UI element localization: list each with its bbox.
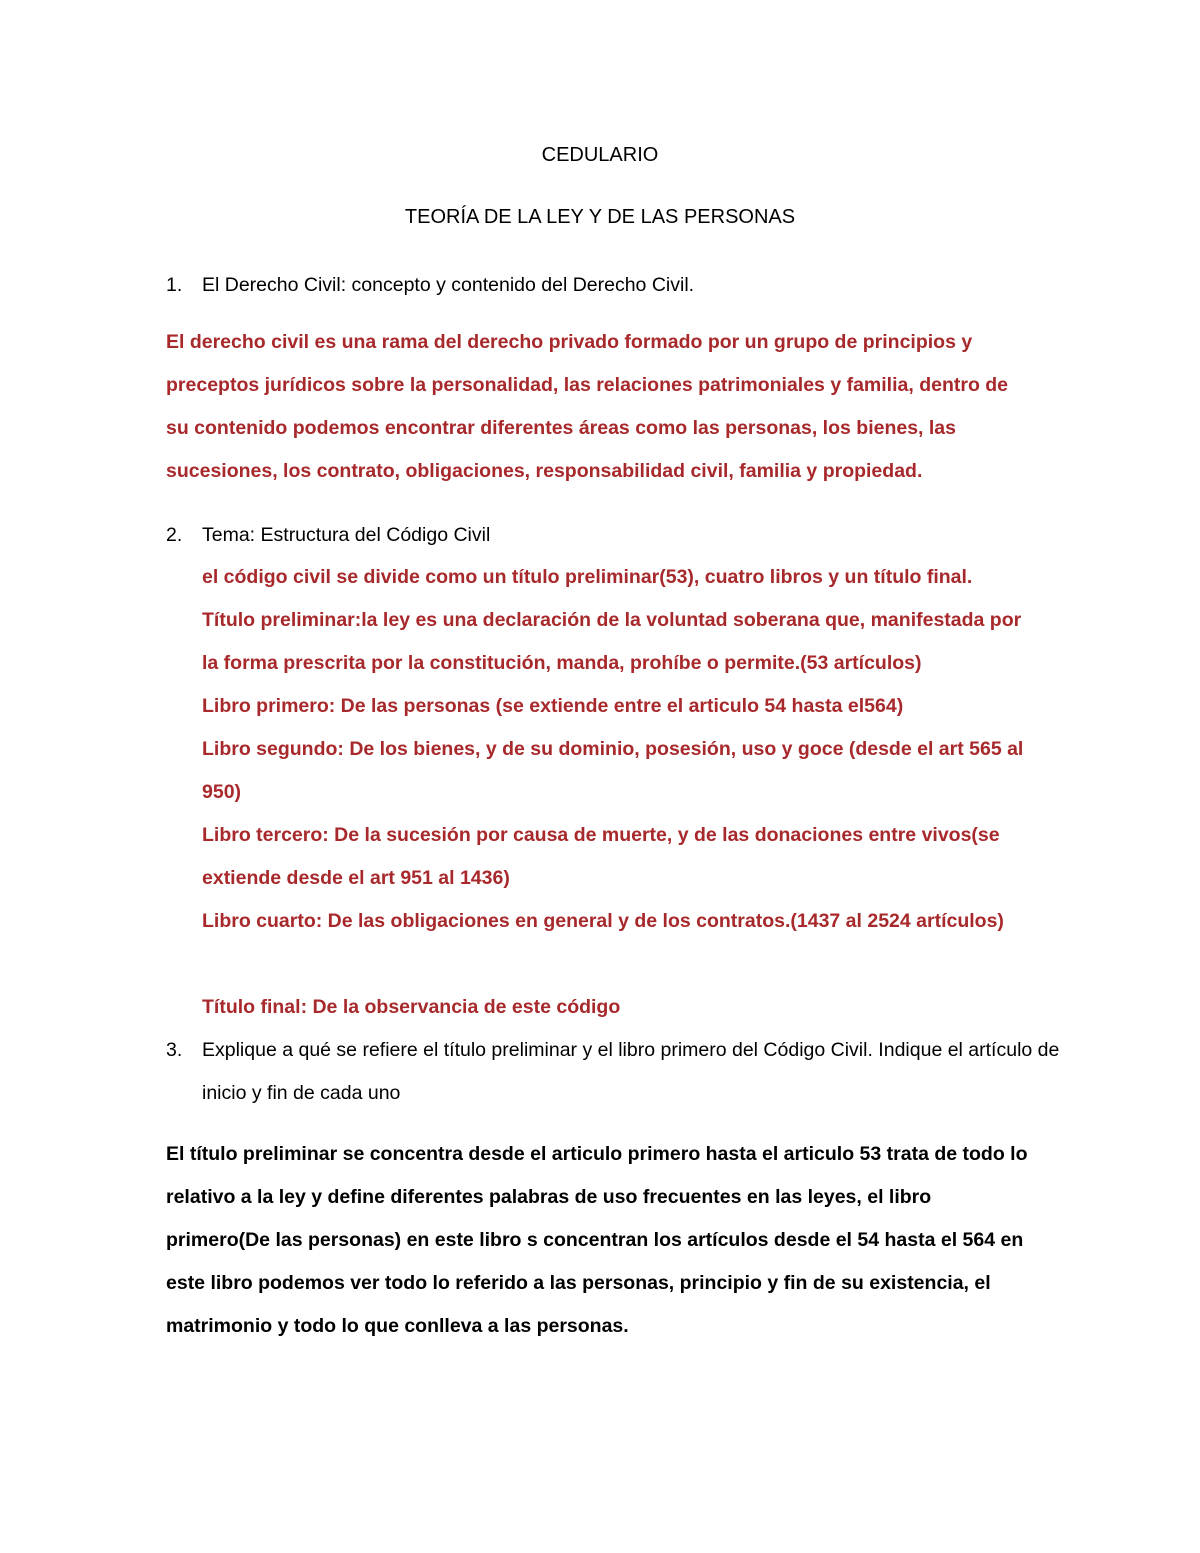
question-1-number: 1. [166, 274, 183, 296]
answer-3: El título preliminar se concentra desde el articulo primero hasta el articulo 53 trata de todo lo relativo a la ley y define diferentes palabras de uso frecuentes en las leyes, el libro primero(De las personas) en este libro s concentran los artículos desde el 54 hasta el 564 en este libro podemos ver todo lo referido a las personas, principio y fin de su existencia, el matrimonio y todo lo que conlleva a las personas. [166, 1143, 1028, 1337]
answer-2-line-titulo-final: Título final: De la observancia de este código [202, 996, 621, 1018]
answer-2-line-titulo-preliminar: Título preliminar:la ley es una declaración de la voluntad soberana que, manifestada por la forma prescrita por la constitución, manda, prohíbe o permite.(53 artículos) [202, 609, 1022, 674]
question-1-text: El Derecho Civil: concepto y contenido del Derecho Civil. [202, 274, 695, 296]
document-subtitle: TEORÍA DE LA LEY Y DE LAS PERSONAS [404, 206, 796, 228]
answer-2-line-libro-segundo: Libro segundo: De los bienes, y de su dominio, posesión, uso y goce (desde el art 565 al 950) [202, 738, 1024, 803]
answer-2-line-intro: el código civil se divide como un título preliminar(53), cuatro libros y un título final. [202, 566, 973, 588]
document-title: CEDULARIO [541, 144, 659, 166]
question-3-text: Explique a qué se refiere el título preliminar y el libro primero del Código Civil. Indique el artículo de inicio y fin de cada uno [202, 1039, 1060, 1104]
answer-1: El derecho civil es una rama del derecho privado formado por un grupo de principios y preceptos jurídicos sobre la personalidad, las relaciones patrimoniales y familia, dentro de su contenido podemos encontrar diferentes áreas como las personas, los bienes, las sucesiones, los contrato, obligaciones, responsabilidad civil, familia y propiedad. [166, 331, 1009, 482]
question-2-number: 2. [166, 524, 183, 546]
answer-2-line-libro-tercero: Libro tercero: De la sucesión por causa de muerte, y de las donaciones entre vivos(se extiende desde el art 951 al 1436) [202, 824, 1000, 889]
answer-2-line-libro-primero: Libro primero: De las personas (se extiende entre el articulo 54 hasta el564) [202, 695, 904, 717]
question-2-text: Tema: Estructura del Código Civil [202, 524, 491, 546]
answer-2-line-libro-cuarto: Libro cuarto: De las obligaciones en general y de los contratos.(1437 al 2524 artículos) [202, 910, 1004, 932]
question-3-number: 3. [166, 1039, 183, 1061]
